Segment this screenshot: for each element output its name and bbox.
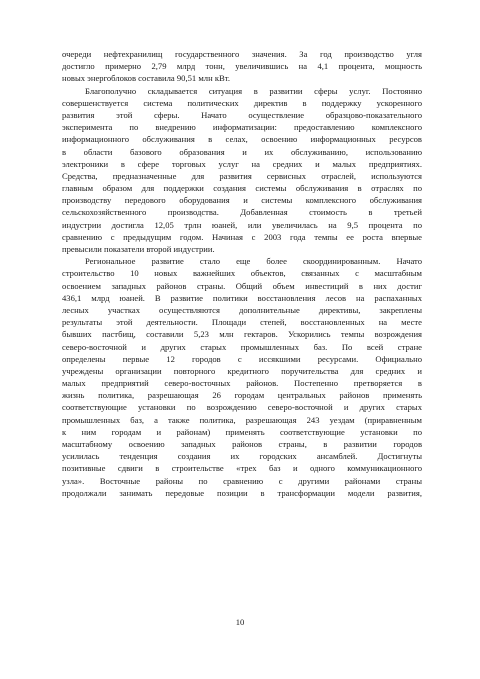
text-line: индустрии достигла 12,05 трлн юаней, или увеличилась на 9,5 процента по	[62, 219, 422, 230]
text-line: достигло примерно 2,79 млрд тонн, увеличившись на 4,1 процента, мощность	[62, 61, 422, 72]
text-line: промышленных баз, а также политика, разрешающая 243 уездам (приравненным	[62, 414, 422, 425]
text-line: производству передового оборудования и системы комплексного обслуживания	[62, 195, 422, 206]
text-line: малых предприятий северо-восточных районов. Постепенно претворяется в	[62, 378, 422, 389]
text-line: Средства, предназначенные для развития сервисных отраслей, используются	[62, 170, 422, 181]
text-line: очереди нефтехранилищ государственного значения. За год производство угля	[62, 49, 422, 59]
text-line: сельскохозяйственного производства. Добавленная стоимость в третьей	[62, 207, 422, 218]
text-line: сравнению с предыдущим годом. Начиная с 2003 года темпы ее роста впервые	[62, 231, 422, 242]
text-line: позитивные сдвиги в строительстве «трех баз и одного коммуникационного	[62, 463, 422, 474]
text-line: определены первые 12 городов с иссякшими ресурсами. Официально	[62, 353, 422, 364]
text-line: Региональное развитие стало еще более скоординированным. Начато	[85, 256, 422, 267]
text-line: северо-восточной и других старых промышленных баз. По всей стране	[62, 341, 422, 352]
text-line: результаты этой деятельности. Площади степей, восстановленных на месте	[62, 317, 422, 328]
text-line: эксперимента по внедрению информатизации: предоставлению комплексного	[62, 122, 422, 133]
text-line: к ним городам и районам) применять соответствующие установки по	[62, 426, 422, 437]
text-line: электроники в сфере торговых услуг на средних и малых предприятиях.	[62, 158, 422, 169]
text-line: усилилась тенденция создания их городских ансамблей. Достигнуты	[62, 451, 422, 462]
text-line: узла». Восточные районы по сравнению с другими районами страны	[62, 475, 422, 486]
text-line: соответствующие установки по возрождению северо-восточной и других старых	[62, 402, 422, 413]
text-line: главным образом для поддержки создания системы обслуживания в отраслях по	[62, 183, 422, 194]
text-line: бывших пастбищ, составили 5,23 млн гектаров. Ускорились темпы возрождения	[62, 329, 422, 340]
text-line: учреждены организации повторного кредитного поручительства для средних и	[62, 365, 422, 376]
text-line: Благополучно складывается ситуация в развитии сферы услуг. Постоянно	[85, 85, 422, 96]
body-text	[62, 48, 422, 499]
text-line: жизнь политика, разрешающая 26 городам центральных районов применять	[62, 390, 422, 401]
text-line: освоением западных районов страны. Общий объем инвестиций в них достиг	[62, 280, 422, 291]
page-number: 10	[235, 617, 245, 627]
text-line: в области базового образования и их обслуживанию, использованию	[62, 146, 422, 157]
text-line: 436,1 млрд юаней. В развитие политики восстановления лесов на распаханных	[62, 292, 422, 303]
text-line: лесных участках осуществляются дополнительные директивы, закреплены	[62, 304, 422, 315]
text-line: масштабному освоению западных районов страны, в развитии городов	[62, 439, 422, 449]
text-line: новых энергоблоков составила 90,51 млн кВт.	[62, 73, 231, 84]
text-line: превысили показатели второй индустрии.	[62, 244, 215, 254]
text-line: развития этой сферы. Начато осуществление образцово-показательного	[62, 109, 422, 120]
text-line: строительство 10 новых важнейших объектов, связанных с масштабным	[62, 268, 422, 279]
text-line: продолжали занимать передовые позиции в трансформации модели развития,	[62, 487, 422, 498]
text-line: совершенствуется система политических директив в поддержку ускоренного	[62, 97, 422, 108]
text-line: информационного обслуживания в селах, освоению информационных ресурсов	[62, 134, 422, 145]
